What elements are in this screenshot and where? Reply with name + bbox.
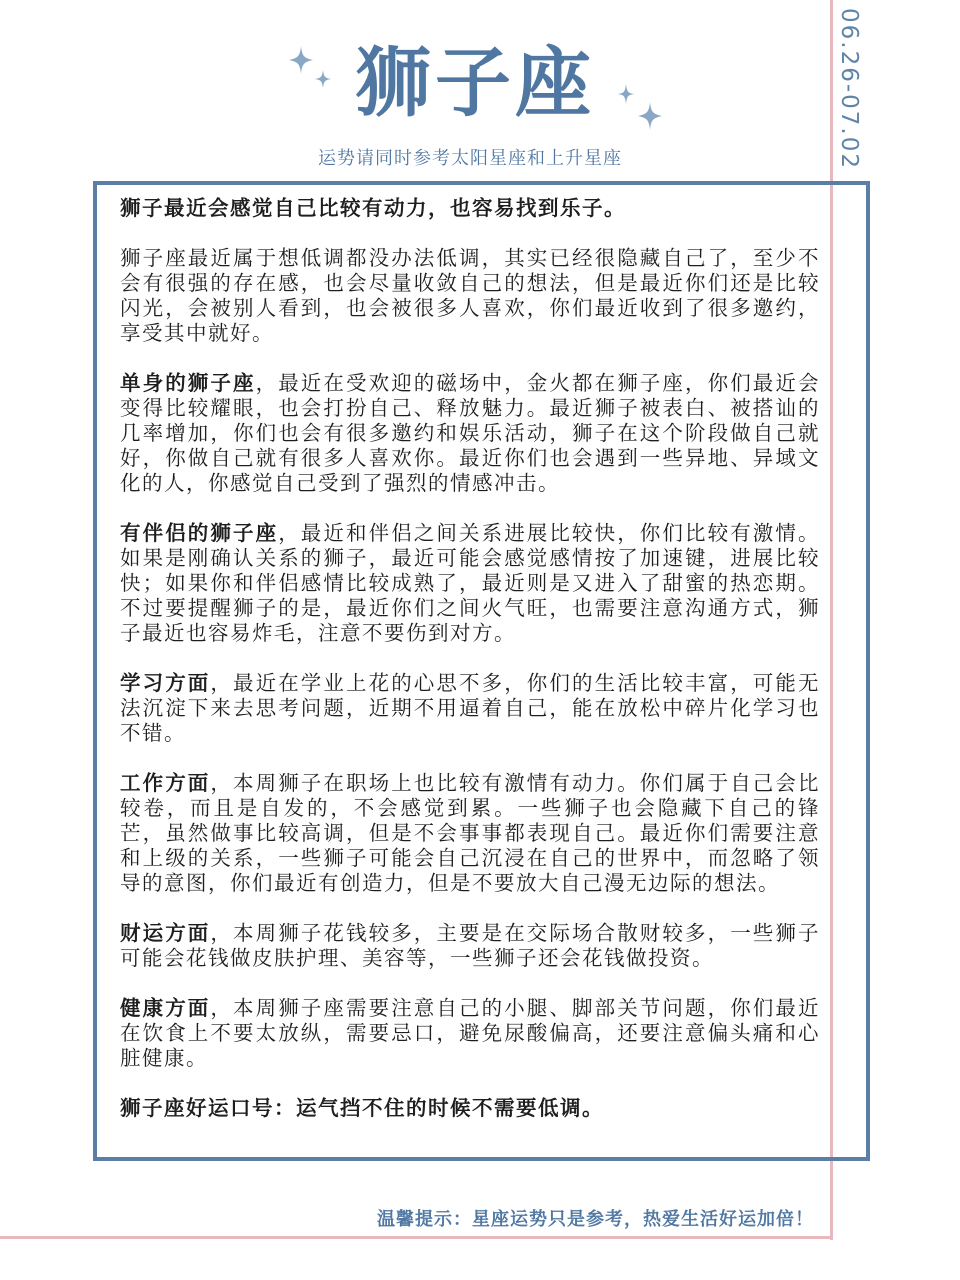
sparkle-icon bbox=[612, 80, 668, 136]
subtitle: 运势请同时参考太阳星座和上升星座 bbox=[318, 148, 622, 169]
overview-text: 狮子座最近属于想低调都没办法低调，其实已经很隐藏自己了，至少不会有很强的存在感，也会尽量收敛自己的想法，但是最近你们还是比较闪光，会被别人看到，也会被很多人喜欢，你们最近收到了很多邀约，享受其中就好。 bbox=[120, 246, 820, 345]
date-range: 06.26-07.02 bbox=[836, 8, 862, 170]
slogan-heading: 狮子座好运口号：运气挡不住的时候不需要低调。 bbox=[120, 1096, 604, 1120]
study-text: ，最近在学业上花的心思不多，你们的生活比较丰富，可能无法沉淀下来去思考问题，近期不用逼着自己，能在放松中碎片化学习也不错。 bbox=[120, 671, 821, 745]
page-title: 狮子座 bbox=[355, 38, 595, 127]
partner-text: ，最近和伴侣之间关系进展比较快，你们比较有激情。如果是刚确认关系的狮子，最近可能会感觉感情按了加速键，进展比较快；如果你和伴侣感情比较成熟了，最近则是又进入了甜蜜的热恋期。不过要提醒狮子的是，最近你们之间火气旺，也需要注意沟通方式，狮子最近也容易炸毛，注意不要伤到对方。 bbox=[120, 521, 821, 645]
intro-heading: 狮子最近会感觉自己比较有动力，也容易找到乐子。 bbox=[120, 196, 626, 220]
sparkle-icon bbox=[285, 40, 341, 96]
paragraph-partner bbox=[120, 521, 820, 646]
pink-horizontal-line bbox=[0, 1236, 833, 1239]
single-text: ，最近在受欢迎的磁场中，金火都在狮子座，你们最近会变得比较耀眼，也会打扮自己、释放魅力。最近狮子被表白、被搭讪的几率增加，你们也会有很多邀约和娱乐活动，狮子在这个阶段做自己就好，你做自己就有很多人喜欢你。最近你们也会遇到一些异地、异域文化的人，你感觉自己受到了强烈的情感冲击。 bbox=[120, 371, 821, 495]
health-text: ，本周狮子座需要注意自己的小腿、脚部关节问题，你们最近在饮食上不要太放纵，需要忌口，避免尿酸偏高，还要注意偏头痛和心脏健康。 bbox=[120, 996, 821, 1070]
health-heading: 健康方面 bbox=[120, 996, 211, 1020]
footer-tip: 温馨提示：星座运势只是参考，热爱生活好运加倍！ bbox=[377, 1209, 814, 1230]
paragraph-single bbox=[120, 371, 820, 496]
partner-heading: 有伴侣的狮子座 bbox=[120, 521, 279, 545]
wealth-text: ，本周狮子花钱较多，主要是在交际场合散财较多，一些狮子可能会花钱做皮肤护理、美容等，一些狮子还会花钱做投资。 bbox=[120, 921, 821, 970]
paragraph-overview bbox=[120, 246, 820, 346]
paragraph-wealth bbox=[120, 921, 820, 971]
content bbox=[120, 196, 820, 1146]
paragraph-slogan bbox=[120, 1096, 820, 1121]
study-heading: 学习方面 bbox=[120, 671, 211, 695]
paragraph-study bbox=[120, 671, 820, 746]
single-heading: 单身的狮子座 bbox=[120, 371, 256, 395]
paragraph-intro bbox=[120, 196, 820, 221]
work-heading: 工作方面 bbox=[120, 771, 211, 795]
paragraph-health bbox=[120, 996, 820, 1071]
paragraph-work bbox=[120, 771, 820, 896]
wealth-heading: 财运方面 bbox=[120, 921, 211, 945]
header bbox=[0, 30, 960, 140]
work-text: ，本周狮子在职场上也比较有激情有动力。你们属于自己会比较卷，而且是自发的，不会感觉到累。一些狮子也会隐藏下自己的锋芒，虽然做事比较高调，但是不会事事都表现自己。最近你们需要注意和上级的关系，一些狮子可能会自己沉浸在自己的世界中，而忽略了领导的意图，你们最近有创造力，但是不要放大自己漫无边际的想法。 bbox=[120, 771, 821, 895]
